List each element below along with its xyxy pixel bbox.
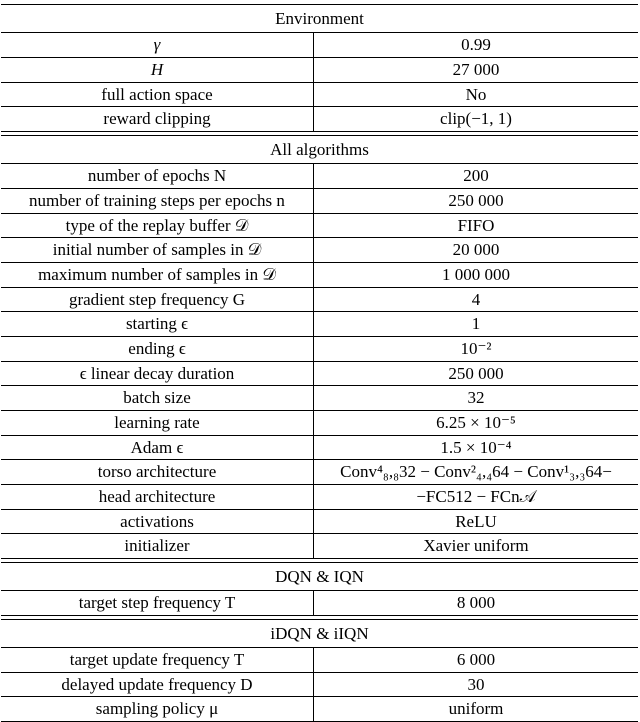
param-name: number of training steps per epochs n xyxy=(29,190,285,210)
param-value: clip(−1, 1) xyxy=(440,109,512,129)
param-value: 1 000 000 xyxy=(442,264,510,284)
table-row xyxy=(1,386,638,410)
table-row xyxy=(1,58,638,82)
section-heading-dqn-iqn: DQN & IQN xyxy=(275,567,364,587)
param-name xyxy=(1,58,313,82)
table-row xyxy=(1,214,638,238)
section-heading-environment: Environment xyxy=(275,9,364,29)
param-value: 0.99 xyxy=(461,35,491,55)
param-name: target update frequency T xyxy=(69,649,245,669)
table-row xyxy=(1,189,638,213)
param-value: FIFO xyxy=(457,215,495,235)
param-value: 1 xyxy=(471,314,481,334)
param-value: 4 xyxy=(471,289,481,309)
table-row xyxy=(1,436,638,460)
table-row xyxy=(1,288,638,312)
param-name xyxy=(1,33,313,57)
param-name: maximum number of samples in 𝒟 xyxy=(38,264,276,284)
param-value: 200 xyxy=(463,166,489,186)
table-row xyxy=(1,411,638,435)
table-row xyxy=(1,673,638,697)
param-value: 6.25 × 10⁻⁵ xyxy=(436,413,516,433)
param-value: 250 000 xyxy=(448,363,504,383)
table-row xyxy=(1,107,638,131)
section-heading-idqn-iiqn: iDQN & iIQN xyxy=(270,623,369,643)
param-value: 30 xyxy=(467,674,485,694)
param-name: Adam ϵ xyxy=(130,437,184,457)
param-value: −FC512 − FCn𝒜 xyxy=(416,487,536,507)
table-row xyxy=(1,164,638,188)
table-row xyxy=(1,33,638,57)
param-value: 10⁻² xyxy=(460,338,492,358)
table-row xyxy=(1,337,638,361)
table-row xyxy=(1,263,638,287)
param-value: 250 000 xyxy=(448,190,504,210)
table-row xyxy=(1,312,638,336)
param-value: No xyxy=(465,84,487,104)
table-row xyxy=(1,485,638,509)
param-value: 6 000 xyxy=(456,649,496,669)
param-symbol: γ xyxy=(153,35,161,55)
param-name: full action space xyxy=(101,84,213,104)
param-name: gradient step frequency G xyxy=(68,289,246,309)
table-row xyxy=(1,362,638,386)
param-name: ϵ linear decay duration xyxy=(79,363,235,383)
table-row xyxy=(1,697,638,721)
param-name: target step frequency T xyxy=(78,593,236,613)
param-value: 20 000 xyxy=(452,240,500,260)
param-value: Xavier uniform xyxy=(423,536,529,556)
param-name: number of epochs N xyxy=(87,166,227,186)
param-name: starting ϵ xyxy=(125,314,189,334)
all-algorithms-rows xyxy=(1,164,638,558)
table-row xyxy=(1,83,638,107)
param-name: activations xyxy=(120,511,194,531)
table-row xyxy=(1,460,638,484)
param-name: torso architecture xyxy=(97,462,217,482)
table-row xyxy=(1,648,638,672)
section-heading-all-algorithms: All algorithms xyxy=(270,140,369,160)
param-name: batch size xyxy=(123,388,191,408)
param-value: 27 000 xyxy=(452,60,500,80)
param-name: delayed update frequency D xyxy=(61,674,253,694)
param-value: 1.5 × 10⁻⁴ xyxy=(440,437,512,457)
table-row xyxy=(1,591,638,615)
param-name: sampling policy μ xyxy=(95,699,219,719)
param-value: uniform xyxy=(448,699,504,719)
param-value: 32 xyxy=(467,388,485,408)
param-value: ReLU xyxy=(455,511,497,531)
param-name: reward clipping xyxy=(103,109,211,129)
param-name: initializer xyxy=(124,536,190,556)
table-row xyxy=(1,510,638,534)
param-name: type of the replay buffer 𝒟 xyxy=(65,215,249,235)
param-value: Conv⁴₈,₈32 − Conv²₄,₄64 − Conv¹₃,₃64− xyxy=(340,462,612,482)
param-name: ending ϵ xyxy=(128,338,186,358)
hyperparameter-table xyxy=(1,4,638,722)
param-name: head architecture xyxy=(98,487,216,507)
table-row xyxy=(1,238,638,262)
param-symbol: H xyxy=(150,60,164,80)
table-row xyxy=(1,534,638,558)
idqn-iiqn-rows xyxy=(1,648,638,721)
param-value: 8 000 xyxy=(456,593,496,613)
param-name: initial number of samples in 𝒟 xyxy=(52,240,262,260)
param-name: learning rate xyxy=(114,413,200,433)
